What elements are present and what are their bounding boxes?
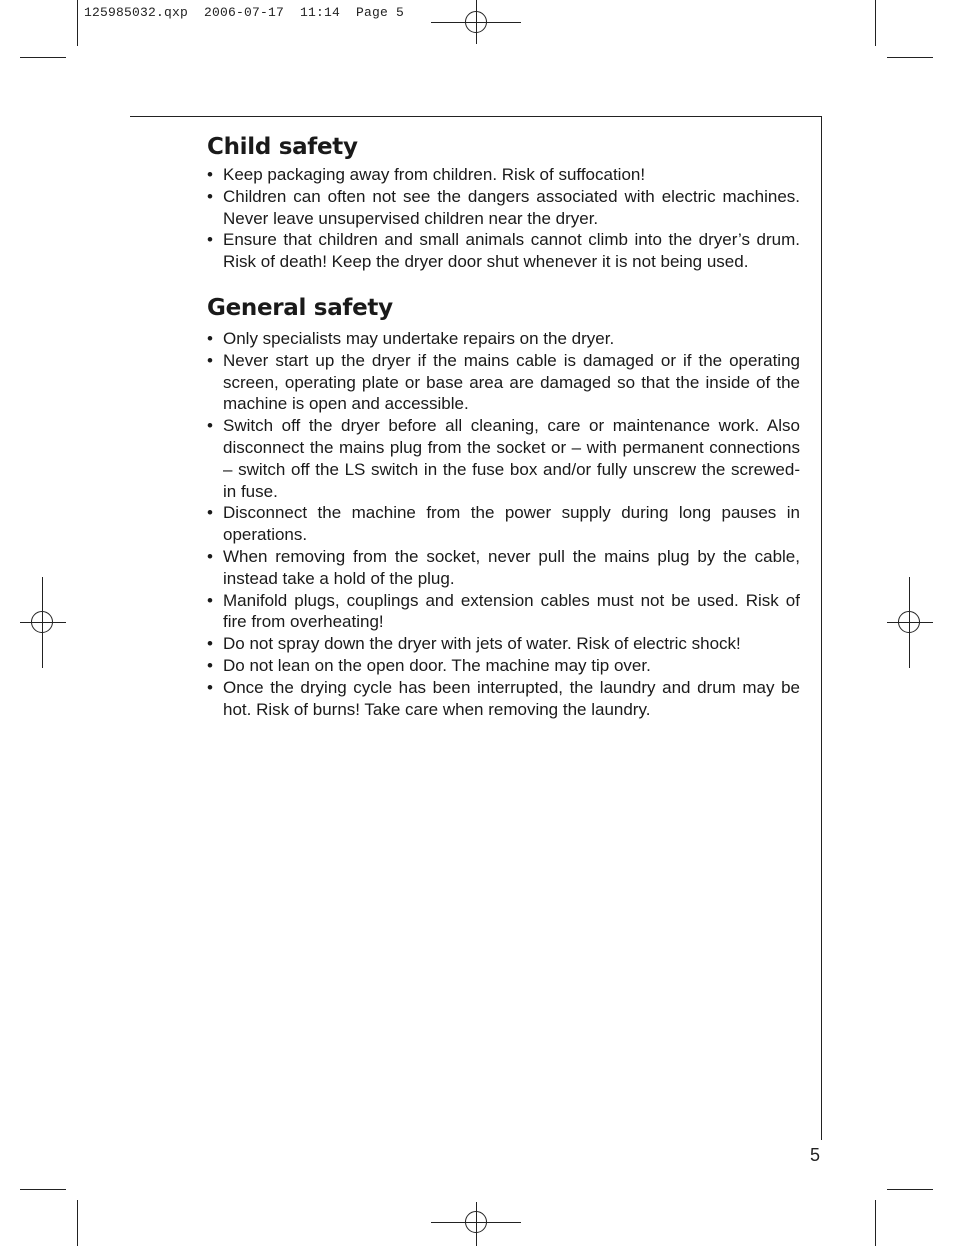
list-item: • Children can often not see the dangers associated with electric machines. Never leave unsupervised children near the dryer. — [207, 186, 800, 230]
list-item: • Disconnect the machine from the power supply during long pauses in operations. — [207, 502, 800, 546]
section-heading: Child safety — [207, 134, 358, 160]
general-safety-section — [207, 291, 800, 720]
frame-right-rule — [821, 116, 822, 1140]
frame-top-rule — [130, 116, 822, 117]
bullet-list — [207, 328, 800, 720]
list-item: • Manifold plugs, couplings and extension cables must not be used. Risk of fire from overheating! — [207, 590, 800, 634]
list-item: • When removing from the socket, never pull the mains plug by the cable, instead take a hold of the plug. — [207, 546, 800, 590]
section-heading: General safety — [207, 294, 393, 321]
child-safety-section — [207, 130, 800, 273]
bullet-list — [207, 164, 800, 273]
page-number: 5 — [810, 1145, 821, 1165]
page-content — [207, 130, 800, 720]
list-item: • Do not spray down the dryer with jets of water. Risk of electric shock! — [207, 633, 800, 655]
list-item: • Never start up the dryer if the mains cable is damaged or if the operating screen, operating plate or base area are damaged so that the inside of the machine is open and accessible. — [207, 350, 800, 415]
list-item: • Once the drying cycle has been interrupted, the laundry and drum may be hot. Risk of burns! Take care when removing the laundry. — [207, 677, 800, 721]
list-item: • Keep packaging away from children. Risk of suffocation! — [207, 164, 800, 186]
list-item: • Do not lean on the open door. The machine may tip over. — [207, 655, 800, 677]
print-slug: 125985032.qxp 2006-07-17 11:14 Page 5 — [84, 5, 405, 20]
list-item: • Switch off the dryer before all cleaning, care or maintenance work. Also disconnect the mains plug from the socket or – with permanent connections – switch off the LS switch in the fuse box and/or fully unscrew the screwed-in fuse. — [207, 415, 800, 502]
list-item: • Ensure that children and small animals cannot climb into the dryer’s drum. Risk of death! Keep the dryer door shut whenever it is not being used. — [207, 229, 800, 273]
list-item: • Only specialists may undertake repairs on the dryer. — [207, 328, 800, 350]
